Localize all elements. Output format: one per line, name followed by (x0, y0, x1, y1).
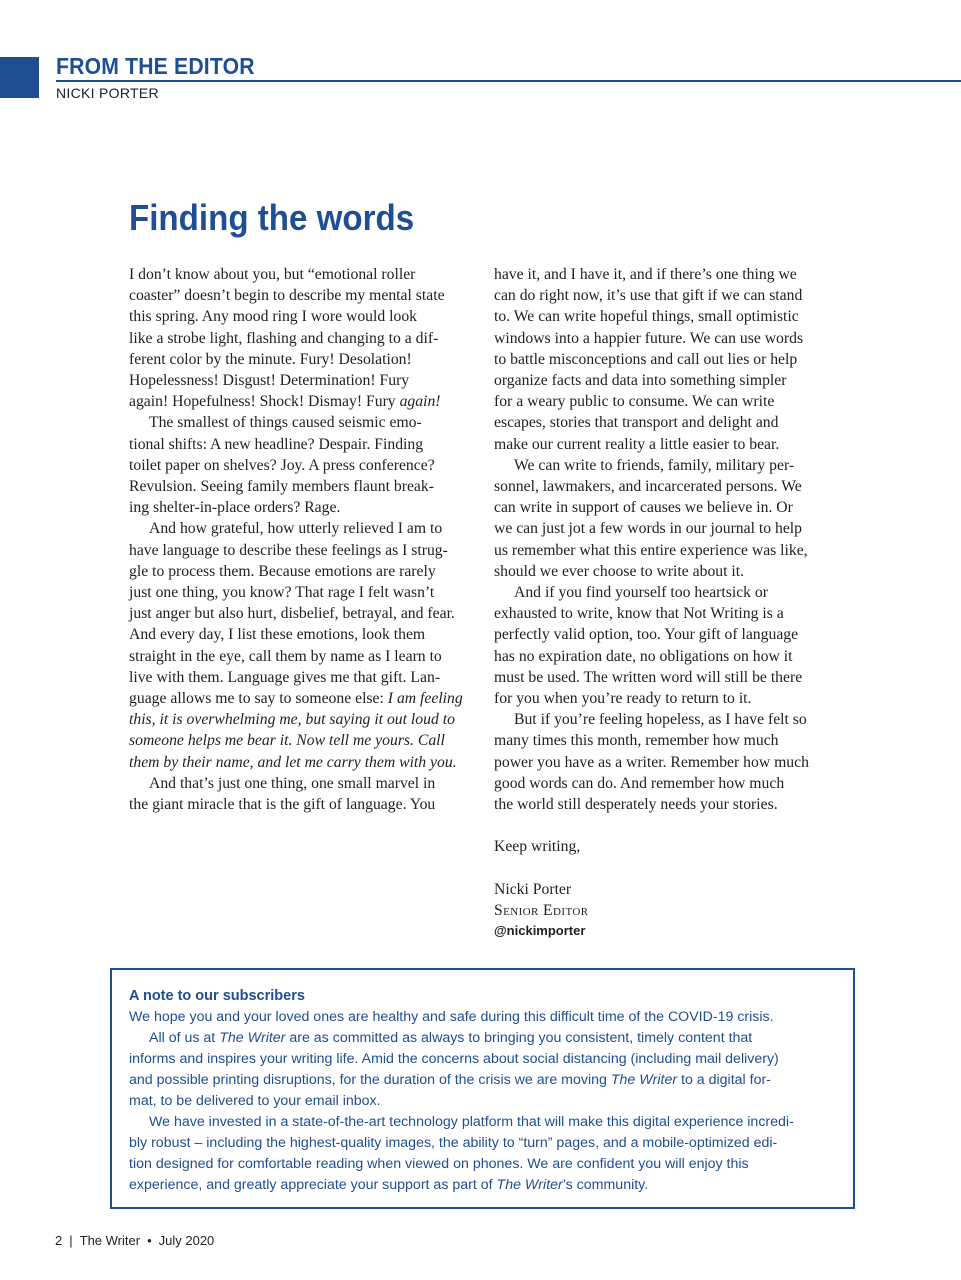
body-line: I don’t know about you, but “emotional roller (129, 266, 416, 283)
header-divider (56, 80, 961, 82)
signature-handle: @nickimporter (494, 923, 586, 939)
footer-separator: | (69, 1233, 73, 1248)
body-line: coaster” doesn’t begin to describe my mental state (129, 287, 445, 305)
body-line: And that’s just one thing, one small marvel in (149, 774, 436, 792)
body-line: But if you’re feeling hopeless, as I have felt so (514, 711, 807, 729)
body-line: has no expiration date, no obligations on how it (494, 647, 793, 665)
subscriber-note-box (110, 968, 855, 1209)
note-italic: The Writer (219, 1030, 286, 1046)
body-line (129, 752, 479, 773)
body-line: this spring. Any mood ring I wore would look (129, 308, 418, 326)
body-line: straight in the eye, call them by name as I learn to (129, 647, 442, 665)
closing-line: Keep writing, (494, 838, 581, 856)
body-italic: them by their name, and let me carry them with you. (129, 753, 457, 771)
body-line: the world still desperately needs your stories. (494, 796, 778, 814)
body-line: just one thing, you know? That rage I felt wasn’t (129, 584, 435, 602)
body-line: can do right now, it’s use that gift if we can stand (494, 287, 803, 305)
body-line: exhausted to write, know that Not Writing is a (494, 605, 784, 623)
note-text: and possible printing disruptions, for the duration of the crisis we are moving (129, 1072, 611, 1088)
body-line: escapes, stories that transport and delight and (494, 414, 779, 432)
body-line: perfectly valid option, too. Your gift of language (494, 626, 799, 644)
body-line: like a strobe light, flashing and changing to a dif- (129, 329, 439, 347)
body-line: live with them. Language gives me that gift. Lan- (129, 668, 441, 686)
body-line: toilet paper on shelves? Joy. A press conference? (129, 456, 435, 474)
body-line: the giant miracle that is the gift of language. You (129, 796, 436, 814)
body-line: must be used. The written word will still be there (494, 668, 803, 686)
body-line: to battle misconceptions and call out lies or help (494, 350, 798, 368)
note-italic: The Writer (610, 1072, 678, 1088)
issue-date: July 2020 (158, 1233, 215, 1248)
page-footer (55, 1233, 214, 1248)
spacer (494, 858, 844, 879)
body-italic: again! (399, 393, 441, 411)
subscriber-note-text (129, 986, 794, 1196)
note-text: to a digital for- (677, 1072, 771, 1088)
body-line: many times this month, remember how much (494, 732, 779, 750)
note-title: A note to our subscribers (129, 988, 305, 1004)
header-author: NICKI PORTER (56, 85, 159, 101)
article-column-left (129, 264, 479, 815)
body-line: we can just jot a few words in our journal to help (494, 520, 803, 538)
note-line (129, 1070, 794, 1091)
body-line: power you have as a writer. Remember how much (494, 753, 809, 771)
note-text: All of us at (149, 1030, 220, 1046)
body-line: can write in support of causes we believe in. Or (494, 499, 793, 517)
body-line: have it, and I have it, and if there’s one thing we (494, 266, 797, 283)
section-title: FROM THE EDITOR (56, 53, 255, 79)
body-line: for a weary public to consume. We can write (494, 393, 775, 411)
body-line (129, 709, 479, 730)
publication-name: The Writer (79, 1233, 141, 1248)
body-line: have language to describe these feelings as I strug- (129, 541, 448, 559)
body-line: ing shelter-in-place orders? Rage. (129, 499, 341, 517)
spacer (494, 815, 844, 836)
body-line: We can write to friends, family, military per- (514, 456, 795, 474)
note-line: We hope you and your loved ones are healthy and safe during this difficult time of the COVID-19 crisis. (129, 1009, 774, 1025)
note-italic: The Writer (496, 1177, 563, 1193)
note-text: ’s community. (562, 1177, 649, 1193)
footer-bullet: • (147, 1233, 152, 1248)
body-italic: someone helps me bear it. Now tell me yours. Call (129, 732, 445, 750)
article-column-right (494, 264, 844, 941)
body-italic: this, it is overwhelming me, but saying it out loud to (129, 711, 455, 729)
note-line (129, 1175, 794, 1196)
body-line: And if you find yourself too heartsick or (514, 584, 768, 602)
body-line: organize facts and data into something simpler (494, 372, 787, 390)
body-italic: I am feeling (387, 690, 463, 708)
body-line: make our current reality a little easier to bear. (494, 435, 780, 453)
body-line: us remember what this entire experience was like, (494, 541, 808, 559)
body-line: tional shifts: A new headline? Despair. Finding (129, 435, 424, 453)
body-line: ferent color by the minute. Fury! Desolation! (129, 350, 412, 368)
body-line: And how grateful, how utterly relieved I am to (149, 520, 443, 538)
body-line: windows into a happier future. We can use words (494, 329, 804, 347)
body-line: should we ever choose to write about it. (494, 562, 745, 580)
signature-name: Nicki Porter (494, 880, 572, 898)
body-line: sonnel, lawmakers, and incarcerated persons. We (494, 478, 802, 496)
body-line: Hopelessness! Disgust! Determination! Fury (129, 372, 410, 390)
body-line (129, 688, 479, 709)
note-line (129, 1028, 794, 1049)
body-line: And every day, I list these emotions, look them (129, 626, 426, 644)
body-text: again! Hopefulness! Shock! Dismay! Fury (129, 393, 400, 411)
note-line: bly robust – including the highest-quality images, the ability to “turn” pages, and a mobile-optimized edi- (129, 1135, 778, 1151)
page-number: 2 (55, 1233, 63, 1248)
body-line: Revulsion. Seeing family members flaunt break- (129, 478, 434, 496)
note-line: informs and inspires your writing life. Amid the concerns about social distancing (including mail delivery) (129, 1051, 779, 1067)
body-line: good words can do. And remember how much (494, 774, 785, 792)
body-line (129, 391, 479, 412)
body-line (129, 730, 479, 751)
body-line: gle to process them. Because emotions are rarely (129, 562, 436, 580)
note-line: mat, to be delivered to your email inbox. (129, 1093, 381, 1109)
body-text: guage allows me to say to someone else: (129, 690, 388, 708)
note-text: are as committed as always to bringing you consistent, timely content that (285, 1030, 753, 1046)
header-accent-block (0, 57, 39, 98)
note-line: We have invested in a state-of-the-art technology platform that will make this digital experience incredi- (149, 1114, 794, 1130)
body-line: just anger but also hurt, disbelief, betrayal, and fear. (129, 605, 455, 623)
body-line: The smallest of things caused seismic emo- (149, 414, 422, 432)
note-text: experience, and greatly appreciate your support as part of (129, 1177, 497, 1193)
body-line: to. We can write hopeful things, small optimistic (494, 308, 799, 326)
signature-title: Senior Editor (494, 902, 589, 920)
body-line: for you when you’re ready to return to it. (494, 690, 752, 708)
note-line: tion designed for comfortable reading when viewed on phones. We are confident you will enjoy this (129, 1156, 749, 1172)
article-title: Finding the words (129, 197, 415, 238)
